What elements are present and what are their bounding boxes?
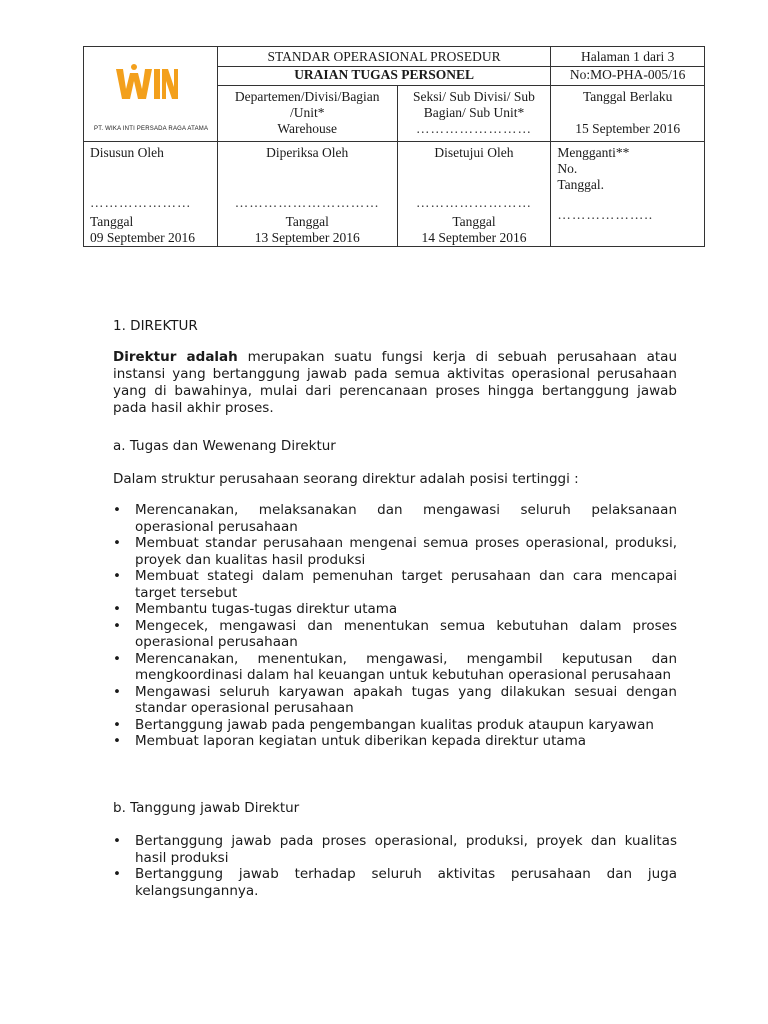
replaces-no: No. (557, 161, 578, 176)
effective-date: 15 September 2016 (575, 121, 681, 136)
checked-by-dots: ………………………… (234, 195, 380, 210)
bullet-icon: • (113, 601, 121, 617)
bullet-icon: • (113, 733, 121, 749)
sop-title: STANDAR OPERASIONAL PROSEDUR (267, 49, 501, 64)
list-item (113, 618, 677, 651)
doc-number: No:MO-PHA-005/16 (569, 67, 686, 82)
list-item (113, 684, 677, 717)
list-item (113, 651, 677, 684)
approved-date: 14 September 2016 (421, 230, 527, 245)
approved-by-cell (397, 142, 551, 247)
replaces-date: Tanggal. (557, 177, 605, 192)
section-label-1: Seksi/ Sub Divisi/ Sub (413, 89, 535, 104)
list-item-text: Membuat stategi dalam pemenuhan target perusahaan dan cara mencapai target tersebut (135, 568, 677, 601)
prepared-by-label: Disusun Oleh (90, 145, 164, 160)
department-label-2: /Unit* (289, 105, 325, 120)
list-item (113, 733, 677, 750)
section-1-title: 1. DIREKTUR (113, 318, 198, 334)
list-item (113, 866, 677, 899)
department-cell (217, 86, 397, 142)
tasks-list-container (113, 502, 677, 750)
approved-date-label: Tanggal (452, 214, 496, 229)
list-item-text: Membuat laporan kegiatan untuk diberikan kepada direktur utama (135, 733, 587, 749)
responsibilities-list-container (113, 833, 677, 899)
list-item-text: Bertanggung jawab pada pengembangan kualitas produk ataupun karyawan (135, 716, 654, 733)
checked-by-label: Diperiksa Oleh (266, 145, 349, 160)
list-item (113, 535, 677, 568)
checked-date-label: Tanggal (285, 214, 329, 229)
subsection-a-intro: Dalam struktur perusahaan seorang direktur adalah posisi tertinggi : (113, 471, 579, 487)
checked-date: 13 September 2016 (254, 230, 360, 245)
effective-date-cell (551, 86, 705, 142)
checked-by-cell (217, 142, 397, 247)
list-item-text: Bertanggung jawab terhadap seluruh aktivitas perusahaan dan juga kelangsungannya. (135, 866, 677, 899)
sop-header-table (83, 46, 705, 247)
section-cell (397, 86, 551, 142)
bullet-icon: • (113, 535, 121, 551)
page-number-cell (551, 47, 705, 67)
page-number: Halaman 1 dari 3 (581, 49, 675, 64)
list-item (113, 833, 677, 866)
list-item (113, 502, 677, 535)
list-item (113, 568, 677, 601)
list-item-text: Mengecek, mengawasi dan menentukan semua kebutuhan dalam proses operasional perusahaan (135, 617, 677, 650)
list-item-text: Merencanakan, melaksanakan dan mengawasi seluruh pelaksanaan operasional perusahaan (135, 502, 677, 535)
company-logo (112, 61, 178, 107)
replaces-dots: ……………….. (557, 207, 654, 222)
intro-bold: Direktur adalah (113, 349, 238, 365)
sop-title-cell (217, 47, 551, 67)
doc-number-cell (551, 67, 705, 86)
section-dots: …………………… (415, 121, 532, 136)
subsection-b-title: b. Tanggung jawab Direktur (113, 800, 300, 816)
bullet-icon: • (113, 568, 121, 584)
approved-by-dots: …………………… (415, 195, 532, 210)
replaces-cell (551, 142, 705, 247)
company-name: PT. WIKA INTI PERSADA RAGA ATAMA (94, 126, 209, 132)
list-item-text: Membuat standar perusahaan mengenai semua proses operasional, produksi, proyek dan kualitas hasil produksi (135, 535, 677, 568)
list-item-text: Merencanakan, menentukan, mengawasi, mengambil keputusan dan mengkoordinasi dalam hal keuangan untuk kebutuhan operasional perusahaan (135, 650, 677, 683)
list-item (113, 601, 677, 618)
prepared-by-dots: ………………… (90, 195, 192, 210)
sop-subtitle: URAIAN TUGAS PERSONEL (294, 67, 474, 82)
prepared-by-cell (84, 142, 218, 247)
intro-paragraph (113, 349, 677, 417)
department-value: Warehouse (277, 121, 338, 136)
bullet-icon: • (113, 866, 121, 882)
list-item (113, 717, 677, 734)
prepared-date-label: Tanggal (90, 214, 134, 229)
list-item-text: Mengawasi seluruh karyawan apakah tugas yang dilakukan sesuai dengan standar operasional perusahaan (135, 683, 677, 716)
list-item-text: Membantu tugas-tugas direktur utama (135, 601, 398, 617)
approved-by-label: Disetujui Oleh (434, 145, 514, 160)
bullet-icon: • (113, 650, 121, 667)
effective-date-label: Tanggal Berlaku (582, 89, 673, 104)
prepared-date: 09 September 2016 (90, 230, 195, 245)
bullet-icon: • (113, 502, 121, 518)
replaces-label: Mengganti** (557, 145, 630, 160)
list-item-text: Bertanggung jawab pada proses operasional, produksi, proyek dan kualitas hasil produksi (135, 833, 677, 866)
department-label-1: Departemen/Divisi/Bagian (234, 89, 380, 104)
section-label-2: Bagian/ Sub Unit* (423, 105, 525, 120)
bullet-icon: • (113, 683, 121, 700)
intro-text: merupakan suatu fungsi kerja di sebuah perusahaan atau instansi yang bertanggung jawab pada semua aktivitas operasional perusahaan yang di bawahinya, mulai dari perencanaan proses hingga bertanggung jawab pada hasil akhir proses. (113, 349, 677, 416)
bullet-icon: • (113, 833, 121, 849)
responsibilities-list (113, 833, 677, 899)
subsection-a-title: a. Tugas dan Wewenang Direktur (113, 438, 336, 454)
company-logo-cell (84, 47, 218, 142)
bullet-icon: • (113, 617, 121, 634)
bullet-icon: • (113, 716, 121, 733)
tasks-list (113, 502, 677, 750)
sop-subtitle-cell (217, 67, 551, 86)
